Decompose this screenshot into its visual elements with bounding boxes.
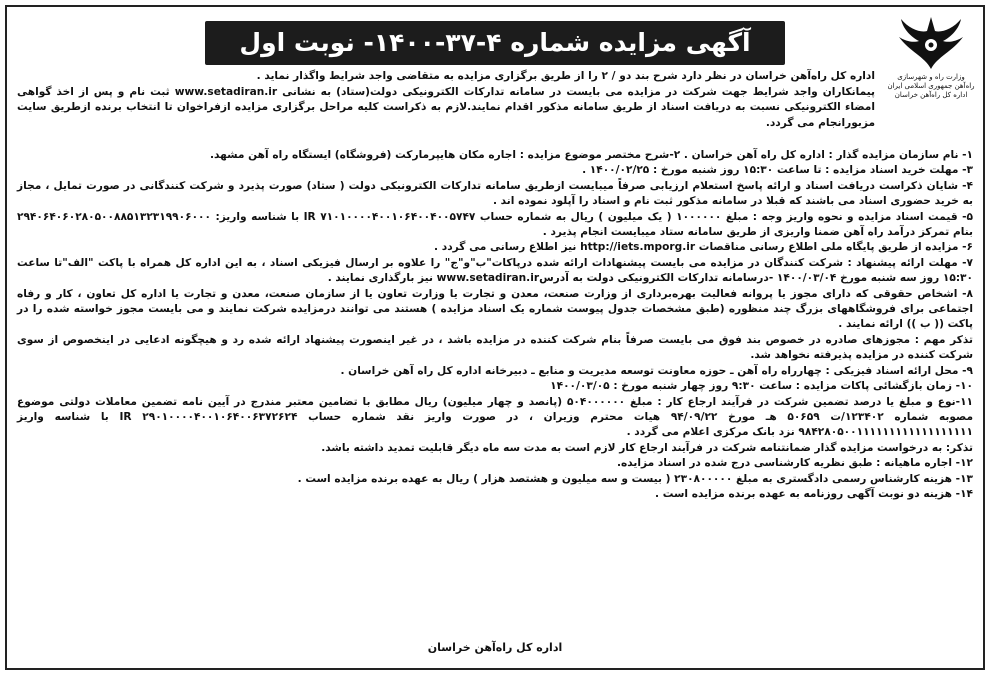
org-line: اداره کل راه‌آهن خراسان <box>894 91 968 99</box>
org-line: راه‌آهن جمهوری اسلامی ایران <box>887 82 975 90</box>
winged-wheel-icon <box>895 7 967 73</box>
signature: اداره کل راه‌آهن خراسان <box>427 641 563 654</box>
notice-items <box>17 148 973 502</box>
notice-note: تذکر: به درخواست مزایده گذار ضمانتنامه شرکت در فرآیند ارجاع کار لازم است به مدت سه ماه دیگر قابلیت تمدید داشته باشد. <box>321 441 973 454</box>
notice-item: ۷- مهلت ارائه پیشنهاد : شرکت کنندگان در مزایده می بایست پیشنهادات ارائه شده درپاکات"ب"و"ج" را علاوه بر ارسال فیزیکی اسناد ، به این اداره کل همراه با پاکت "الف"تا ساعت ۱۵:۳۰ روز سه شنبه مورخ ۱۴۰۰/۰۳/۰۴ -درسامانه تدارکات الکترونیکی دولت به آدرسwww.setadiran.ir نیز بارگذاری نمایند . <box>17 256 973 285</box>
notice-item: ۵- قیمت اسناد مزایده و نحوه واریز وجه : مبلغ ۱۰۰۰۰۰۰ ( یک میلیون ) ریال به شماره حساب IR ۷۱۰۱۰۰۰۰۴۰۰۱۰۶۴۰۰۴۰۰۵۷۴۷ با شناسه واریز: ۲۹۴۰۶۴۰۶۰۲۸۰۵۰۰۸۸۵۱۳۲۳۱۹۹۰۶۰۰۰ بنام تمرکز درآمد راه آهن ضمنا واریزی از طریق سامانه ستاد میبایست انجام پذیرد . <box>17 210 973 239</box>
railway-logo <box>885 7 977 117</box>
notice-item: ۱۱-نوع و مبلغ یا درصد تضمین شرکت در فرآیند ارجاع کار : مبلغ ۵۰۴۰۰۰۰۰۰ (پانصد و چهار میلیون) ریال مطابق با تضامین معتبر مندرج در آیین نامه تضمین معاملات دولتی موضوع مصوبه شماره ۱۲۳۴۰۲/ت ۵۰۶۵۹ هـ مورخ ۹۴/۰۹/۲۲ هیات محترم وزیران ، در صورت واریز نقد شماره حساب IR ۲۹۰۱۰۰۰۰۴۰۰۱۰۶۴۰۰۶۳۷۲۶۲۴ با شناسه واریز ۹۸۴۲۸۰۵۰۰۱۱۱۱۱۱۱۱۱۱۱۱۱۱۱۱۱۱ نزد بانک مرکزی اعلام می گردد . <box>17 395 974 439</box>
notice-note: تذکر مهم : مجوزهای صادره در خصوص بند فوق می بایست صرفاً بنام شرکت کننده در مزایده باشد ، در غیر اینصورت پیشنهاد ارائه شده رد و هیچگونه ادعایی در اینخصوص از سوی شرکت کننده در مزایده پذیرفته نخواهد شد. <box>17 333 973 362</box>
notice-item: ۱- نام سازمان مزایده گذار : اداره کل راه آهن خراسان . ۲-شرح مختصر موضوع مزایده : اجاره مکان هایپرمارکت (فروشگاه) ایستگاه راه آهن مشهد. <box>209 149 973 161</box>
intro-text <box>17 69 875 131</box>
notice-item: ۴- شایان ذکراست دریافت اسناد و ارائه پاسخ استعلام ارزیابی صرفاً میبایست ازطریق سامانه تدارکات الکترونیکی دولت ( ستاد) صورت پذیرد و شرکت کنندگانی در صورت تمایل ، مجاز به خرید حضوری اسناد می باشند که قبلا در سامانه مذکور ثبت نام و اسناد را آپلود نموده اند . <box>17 179 973 208</box>
notice-header <box>15 15 975 71</box>
notice-item: ۹- محل ارائه اسناد فیزیکی : چهارراه راه آهن ـ حوزه معاونت توسعه مدیریت و منابع ـ دبیرخانه اداره کل راه آهن خراسان . <box>340 364 973 377</box>
notice-item: ۱۰- زمان بازگشائی پاکات مزایده : ساعت ۹:۳۰ روز چهار شنبه مورخ : ۱۴۰۰/۰۳/۰۵ <box>550 380 973 393</box>
notice-item: ۸- اشخاص حقوقی که دارای مجوز یا پروانه فعالیت بهره‌برداری از وزارت صنعت، معدن و تجارت یا وزارت تعاون یا از سازمان صنعت، معدن و تجارت یا اداره کل تعاون ، کار و رفاه اجتماعی برای فروشگاههای بزرگ چند منظوره (طبق مشخصات جدول پیوست شماره یک اسناد مزایده ) هستند می توانند درمزایده شرکت نمایند و می بایست مجوز خواسته شده را در پاکت (( ب )) ارائه نمایند . <box>17 287 973 331</box>
notice-item: ۱۴- هزینه دو نوبت آگهی روزنامه به عهده برنده مزایده است . <box>655 487 973 500</box>
notice-page <box>5 5 985 670</box>
notice-item: ۱۳- هزینه کارشناس رسمی دادگستری به مبلغ ۲۳۰۸۰۰۰۰۰ ( بیست و سه میلیون و هشتصد هزار ) ریال به عهده برنده مزایده است . <box>297 472 973 485</box>
notice-item: ۳- مهلت خرید اسناد مزایده : تا ساعت ۱۵:۳۰ روز شنبه مورخ : ۱۴۰۰/۰۲/۲۵ . <box>582 164 973 177</box>
notice-item: ۱۲- اجاره ماهیانه : طبق نظریه کارشناسی درج شده در اسناد مزایده. <box>617 457 973 470</box>
intro-paragraph: پیمانکاران واجد شرایط جهت شرکت در مزایده می بایست در سامانه تدارکات الکترونیکی دولت(ستاد) به نشانی www.setadiran.ir ثبت نام و پس از اخذ گواهی امضاء الکترونیکی نسبت به دریافت اسناد از طریق سامانه مذکور اقدام نمایند.لازم به ذکراست کلیه مراحل برگزاری مزایده ازفراخوان تا انتخاب برنده ازطریق سایت مزبورانجام می گردد. <box>17 85 875 129</box>
notice-item: ۶- مزایده از طریق پایگاه ملی اطلاع رسانی مناقصات http://iets.mporg.ir نیز اطلاع رسانی می گردد . <box>434 241 973 254</box>
intro-paragraph: اداره کل راه‌آهن خراسان در نظر دارد شرح بند دو / ۲ را از طریق برگزاری مزایده به متقاضی واجد شرایط واگذار نماید . <box>256 70 875 82</box>
page-title: آگهی مزایده شماره ۴-۳۷-۱۴۰۰- نوبت اول <box>205 21 785 65</box>
org-line: وزارت راه و شهرسازی <box>897 73 965 81</box>
